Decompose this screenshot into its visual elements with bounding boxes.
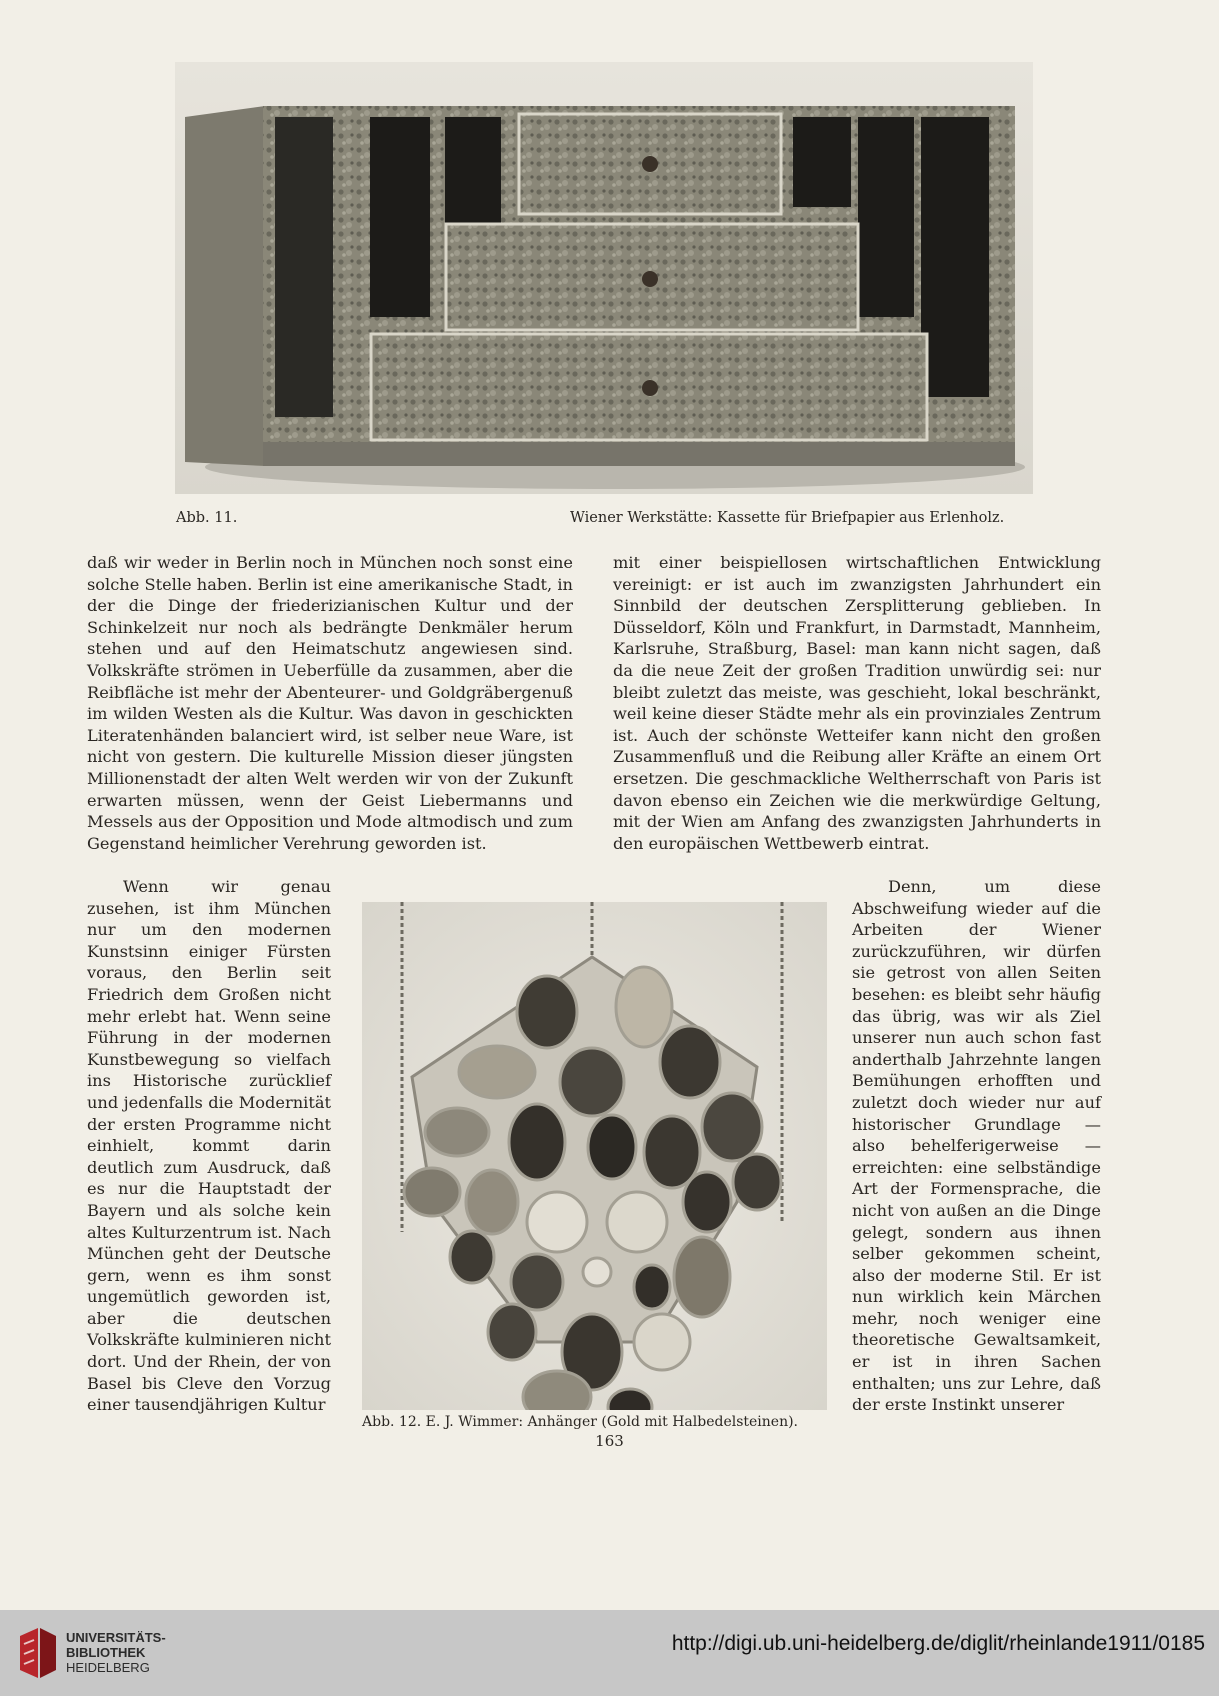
source-url-link[interactable]: http://digi.ub.uni-heidelberg.de/diglit/rheinlande1911/0185 xyxy=(671,1632,1205,1655)
library-name-line-2: BIBLIOTHEK xyxy=(66,1645,146,1660)
figure-11-number: Abb. 11. xyxy=(176,510,238,526)
library-footer xyxy=(0,1610,1219,1696)
left-paragraph-1: daß wir weder in Berlin noch in München noch sonst eine solche Stelle haben. Berlin ist eine amerikanische Stadt, in der die Dinge der friederizianischen Kultur und der Schinkelzeit nur noch als bedrängte Denkmäler herum stehen und auf den Heimatschutz angewiesen sind. Volkskräfte strömen in Ueberfülle da zusammen, aber die Reibfläche ist mehr der Abenteurer- und Goldgräbergenuß im wilden Westen als die Kultur. Was davon in geschickten Literatenhänden balanciert wird, ist selber neue Ware, ist nicht von gestern. Die kulturelle Mission dieser jüngsten Millionenstadt der alten Welt werden wir von der Zukunft erwarten müssen, wenn der Geist Liebermanns und Messels aus der Opposition und Mode altmodisch und zum Gegenstand heimlicher Verehrung geworden ist. xyxy=(87,553,573,853)
page-number: 163 xyxy=(595,1432,624,1450)
library-name-line-3: HEIDELBERG xyxy=(66,1660,150,1675)
figure-12-caption: Abb. 12. E. J. Wimmer: Anhänger (Gold mit Halbedelsteinen). xyxy=(362,1414,799,1430)
left-paragraph-2: Wenn wir genau zusehen, ist ihm München nur um den modernen Kunstsinn einiger Fürsten voraus, den Berlin seit Friedrich dem Großen nicht mehr erlebt hat. Wenn seine Führung in der modernen Kunstbewegung so vielfach ins Historische zurücklief und jedenfalls die Modernität der ersten Programme nicht einhielt, kommt darin deutlich zum Ausdruck, daß es nur die Hauptstadt der Bayern und als solche kein altes Kulturzentrum ist. Nach München geht der Deutsche gern, wenn es ihm sonst ungemütlich geworden ist, aber die deutschen Volkskräfte kulminieren nicht dort. Und der Rhein, der von Basel bis Cleve den Vorzug einer tausendjährigen Kultur xyxy=(87,877,331,1415)
right-column xyxy=(613,552,1101,854)
left-narrow-column xyxy=(87,876,331,1416)
figure-11-caption: Wiener Werkstätte: Kassette für Briefpapier aus Erlenholz. xyxy=(570,510,1005,526)
library-logo-icon xyxy=(16,1624,60,1682)
figure-11-photo xyxy=(175,62,1033,494)
library-name-line-1: UNIVERSITÄTS- xyxy=(66,1630,166,1645)
figure-12-photo xyxy=(362,902,827,1410)
library-name xyxy=(66,1630,166,1675)
right-paragraph-2: Denn, um diese Abschweifung wieder auf die Arbeiten der Wiener zurückzuführen, wir dürfen sie getrost von allen Seiten besehen: es bleibt sehr häufig das übrig, was wir als Ziel unserer nun auch schon fast anderthalb Jahrzehnte langen Bemühungen erhofften und zuletzt doch wieder nur auf historischer Grundlage — also behelferigerweise — erreichten: eine selbständige Art der Formensprache, die nicht von außen an die Dinge gelegt, sondern aus ihnen selber gekommen scheint, also der moderne Stil. Er ist nun wirklich kein Märchen mehr, noch weniger eine theoretische Gewaltsamkeit, er ist in ihren Sachen enthalten; uns zur Lehre, daß der erste Instinkt unserer xyxy=(852,877,1101,1415)
left-column xyxy=(87,552,573,854)
right-narrow-column xyxy=(852,876,1101,1416)
right-paragraph-1: mit einer beispiellosen wirtschaftlichen Entwicklung vereinigt: er ist auch im zwanzigsten Jahrhundert ein Sinnbild der deutschen Zersplitterung geblieben. In Düsseldorf, Köln und Frankfurt, in Darmstadt, Mannheim, Karlsruhe, Straßburg, Basel: man kann nicht sagen, daß da die neue Zeit der großen Tradition unwürdig sei: nur bleibt zuletzt das meiste, was geschieht, lokal beschränkt, weil keine dieser Städte mehr als ein provinziales Zentrum ist. Auch der schönste Wetteifer kann nicht den großen Zusammenfluß und die Reibung aller Kräfte an einem Ort ersetzen. Die geschmackliche Weltherrschaft von Paris ist davon ebenso ein Zeichen wie die merkwürdige Geltung, mit der Wien am Anfang des zwanzigsten Jahrhunderts in den europäischen Wettbewerb eintrat. xyxy=(613,553,1101,853)
